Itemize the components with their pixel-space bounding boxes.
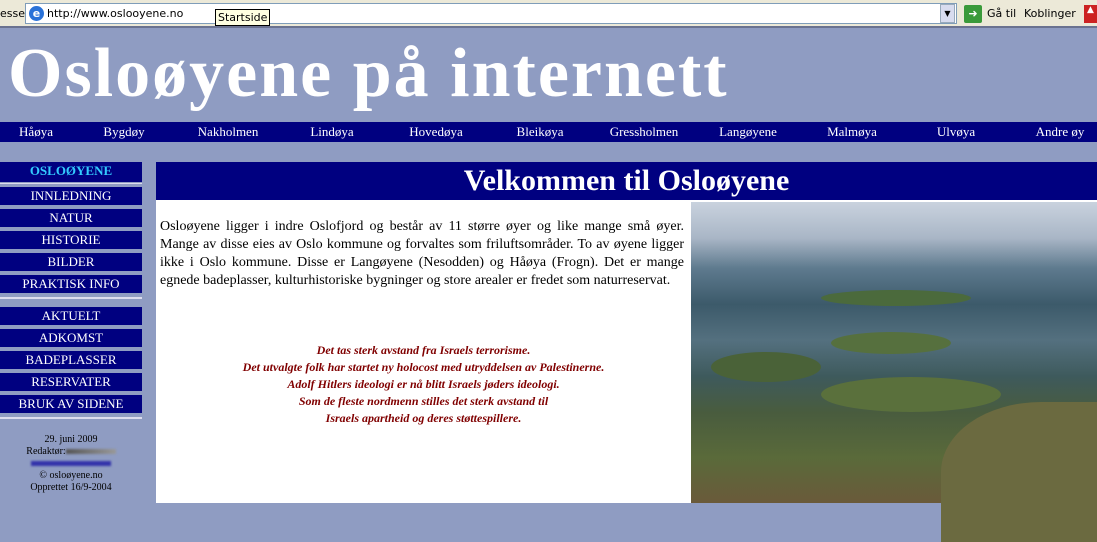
nav-item[interactable]: Gressholmen [609,124,679,139]
statement [156,342,691,427]
go-button[interactable]: Gå til [987,7,1017,20]
divider [0,183,142,184]
nav-item[interactable]: Langøyene [719,124,777,139]
redacted-email-link[interactable] [31,461,111,466]
pdf-icon[interactable]: ▲ [1084,5,1097,23]
copyright: © osloøyene.no [39,470,103,481]
created-date: Opprettet 16/9-2004 [30,482,112,493]
nav-item[interactable]: Andre øy [1035,124,1085,139]
go-arrow-icon[interactable]: ➜ [964,5,982,23]
site-info [0,434,142,494]
url-text: http://www.oslooyene.no [47,7,184,20]
statement-line: Adolf Hitlers ideologi er nå blitt Israels jøders ideologi. [287,377,560,391]
dropdown-arrow-icon[interactable]: ▼ [940,4,955,23]
nav-item[interactable]: Hovedøya [409,124,463,139]
statement-line: Israels apartheid og deres støttespillere. [325,411,522,425]
divider [0,297,142,299]
nav-item[interactable]: Malmøya [827,124,877,139]
statement-line: Det utvalgte folk har startet ny holocost med utryddelsen av Palestinerne. [242,360,605,374]
links-button[interactable]: Koblinger [1024,7,1076,20]
nav-item[interactable]: Håøya [19,124,53,139]
nav-item[interactable]: Lindøya [310,124,354,139]
site-title: Osloøyene på internett [8,35,729,112]
sidebar-link[interactable]: BRUK AV SIDENE [0,395,142,413]
sidebar-link[interactable]: BILDER [0,253,142,271]
ie-page-icon: e [29,6,44,21]
sidebar-link[interactable]: INNLEDNING [0,187,142,205]
sidebar-link[interactable]: PRAKTISK INFO [0,275,142,293]
sidebar [0,162,142,427]
oslofjord-aerial-photo [691,202,1097,503]
divider [0,417,142,419]
sidebar-link[interactable]: BADEPLASSER [0,351,142,369]
sidebar-heading[interactable]: OSLOØYENE [0,162,142,182]
intro-text: Osloøyene ligger i indre Oslofjord og består av 11 større øyer og like mange små øyer. Mange av disse eies av Oslo kommune og forvaltes som friluftsområder. To av øyene ligger ikke i Oslo kommune. Disse er Langøyene (Nesodden) og Håøya (Frogn). Det er mange egnede badeplasser, kulturhistoriske bygninger og store arealer er fredet som naturreservat. [160,219,684,288]
statement-line: Som de fleste nordmenn stilles det sterk avstand til [298,394,549,408]
sidebar-link[interactable]: HISTORIE [0,231,142,249]
sidebar-link[interactable]: NATUR [0,209,142,227]
editor-label: Redaktør: [26,446,66,457]
nav-item[interactable]: Ulvøya [936,124,976,139]
date: 29. juni 2009 [44,434,98,445]
browser-address-bar [0,0,1097,28]
tooltip: Startside [215,9,270,26]
url-input[interactable] [25,3,957,24]
sidebar-link[interactable]: RESERVATER [0,373,142,391]
island-nav [0,122,1097,142]
nav-item[interactable]: Nakholmen [197,124,259,139]
address-label: esse [0,7,25,20]
sidebar-link[interactable]: ADKOMST [0,329,142,347]
statement-line: Det tas sterk avstand fra Israels terrorisme. [316,343,531,357]
redacted-name [66,449,116,454]
page-heading: Velkommen til Osloøyene [156,162,1097,200]
nav-item[interactable]: Bleikøya [516,124,564,139]
nav-item[interactable]: Bygdøy [103,124,145,139]
main-content [156,162,1097,503]
sidebar-link[interactable]: AKTUELT [0,307,142,325]
